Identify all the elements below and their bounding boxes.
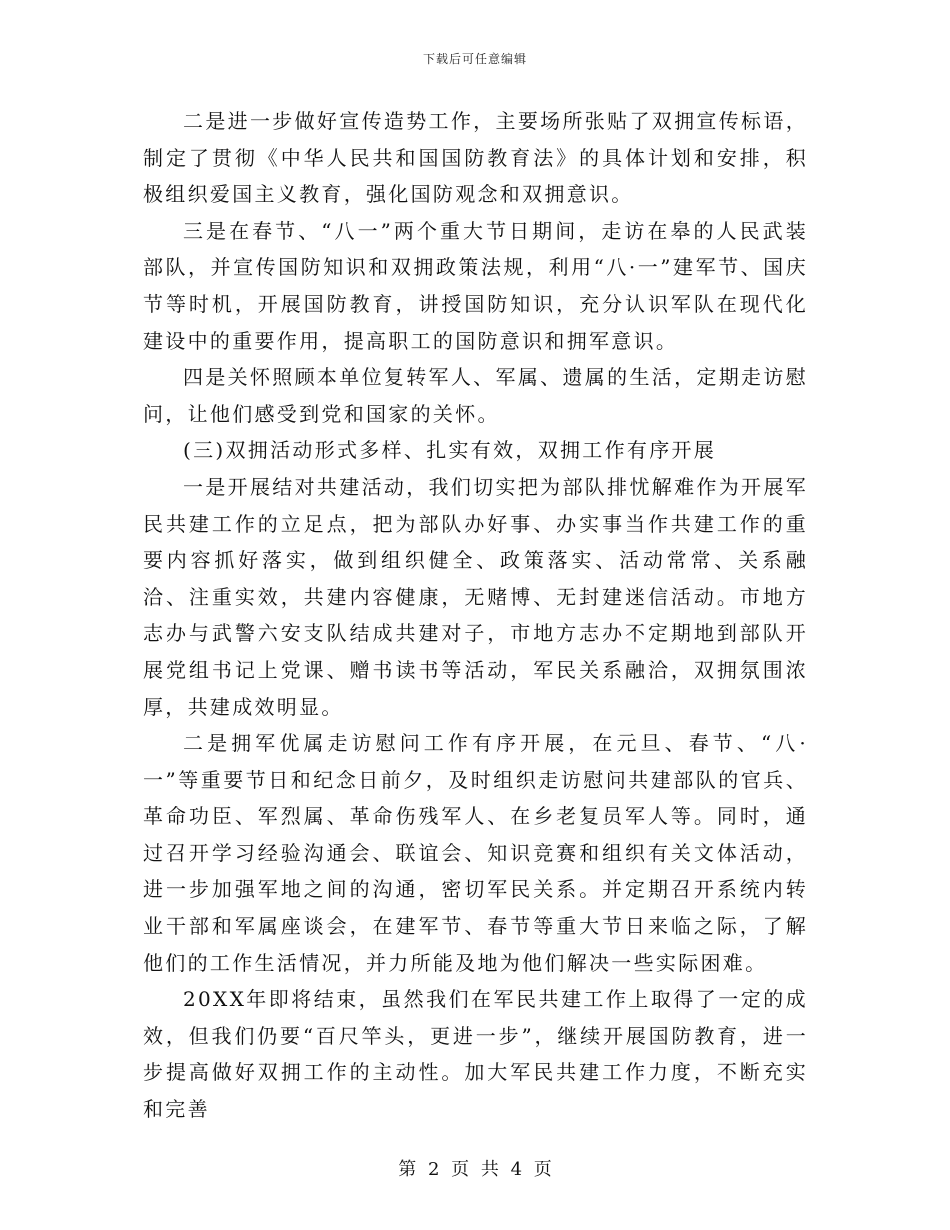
paragraph-publicity: 二是进一步做好宣传造势工作，主要场所张贴了双拥宣传标语，制定了贯彻《中华人民共和国国防教育法》的具体计划和安排，积极组织爱国主义教育，强化国防观念和双拥意识。 xyxy=(143,109,808,207)
paragraph-co-construction: 一是开展结对共建活动，我们切实把为部队排忧解难作为开展军民共建工作的立足点，把为部队办好事、办实事当作共建工作的重要内容抓好落实，做到组织健全、政策落实、活动常常、关系融洽、注重实效，共建内容健康，无赌博、无封建迷信活动。市地方志办与武警六安支队结成共建对子，市地方志办不定期地到部队开展党组书记上党课、赠书读书等活动，军民关系融洽，双拥氛围浓厚，共建成效明显。 xyxy=(143,474,808,719)
paragraph-condolence-visits: 二是拥军优属走访慰问工作有序开展，在元旦、春节、“八·一”等重要节日和纪念日前夕，及时组织走访慰问共建部队的官兵、革命功臣、军烈属、革命伤残军人、在乡老复员军人等。同时，通过召开学习经验沟通会、联谊会、知识竞赛和组织有关文体活动，进一步加强军地之间的沟通，密切军民关系。并定期召开系统内转业干部和军属座谈会，在建军节、春节等重大节日来临之际，了解他们的工作生活情况，并力所能及地为他们解决一些实际困难。 xyxy=(143,731,808,975)
paragraph-holiday-visits: 三是在春节、“八一”两个重大节日期间，走访在皋的人民武装部队，并宣传国防知识和双拥政策法规，利用“八·一”建军节、国庆节等时机，开展国防教育，讲授国防知识，充分认识军队在现代化建设中的重要作用，提高职工的国防意识和拥军意识。 xyxy=(143,218,808,353)
page-header-note: 下载后可任意编辑 xyxy=(422,52,527,66)
document-body xyxy=(143,103,808,1128)
paragraph-veteran-care: 四是关怀照顾本单位复转军人、军属、遗属的生活，定期走访慰问，让他们感受到党和国家的关怀。 xyxy=(143,365,808,426)
page-number-footer: 第 2 页 共 4 页 xyxy=(398,1159,552,1180)
paragraph-year-end: 20XX年即将结束，虽然我们在军民共建工作上取得了一定的成效，但我们仍要“百尺竿头，更进一步”，继续开展国防教育，进一步提高做好双拥工作的主动性。加大军民共建工作力度，不断充实和完善 xyxy=(143,987,808,1122)
section-heading-activities: (三)双拥活动形式多样、扎实有效，双拥工作有序开展 xyxy=(183,438,717,463)
